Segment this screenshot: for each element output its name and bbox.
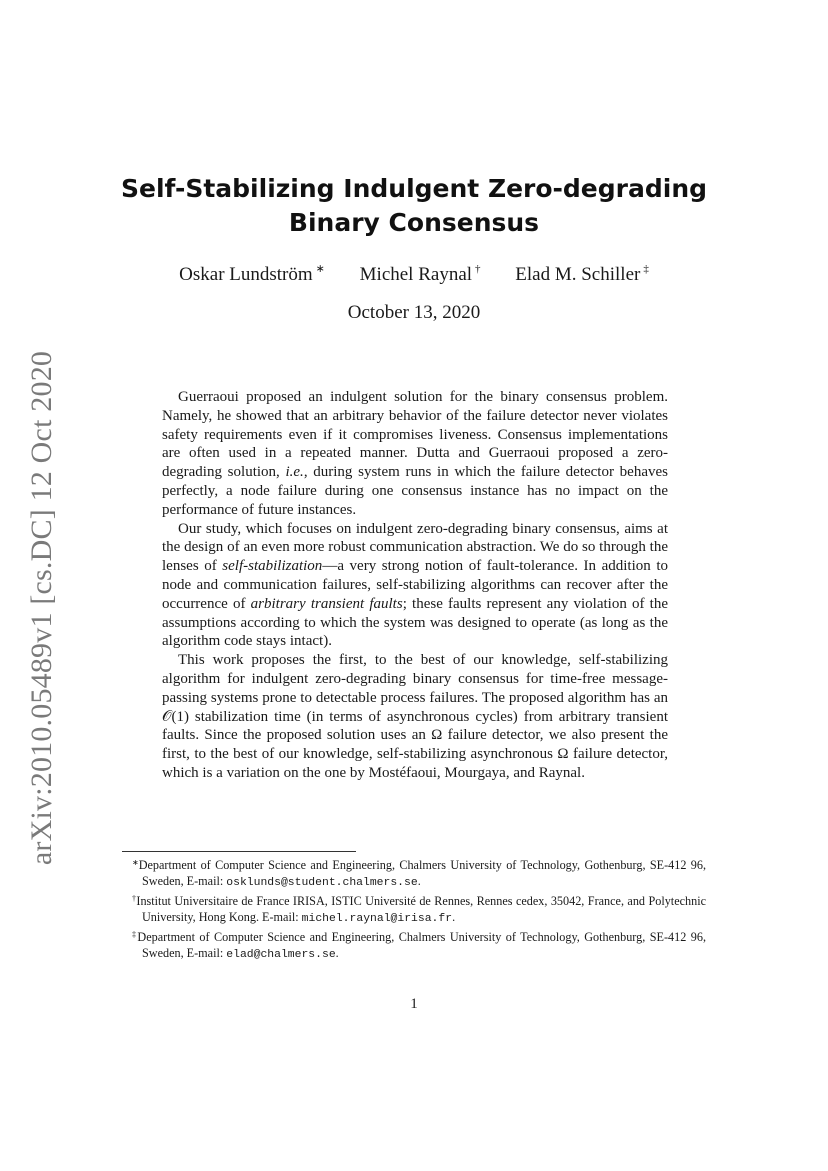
abstract-paragraph-2 [162,520,668,652]
abstract-text: , during system runs in which the failure detector behaves perfectly, a node failure during one consensus instance has no impact on the performance of future instances. [162,464,668,518]
author-name: Oskar Lundström [179,264,313,285]
footnote-separator [122,851,356,852]
author-name: Michel Raynal [359,264,473,285]
footnote-mark: ‡ [132,930,138,940]
paper-title [100,172,728,240]
author-list [100,262,728,286]
footnote-tail: . [452,909,456,924]
abstract-text: —a very strong notion of fault-tolerance. In addition to node and communication failures, self-stabilizing algorithms can recover after the occurrence of [162,558,668,612]
publication-date: October 13, 2020 [347,302,481,323]
footnote-mark: † [132,894,137,904]
footnote-1 [122,855,706,891]
abstract-text: ; these faults represent any violation of the assumptions according to which the system was designed to operate (as long as the algorithm code stays intact). [162,595,669,650]
author-lundstrom [179,262,325,286]
abstract [162,388,668,783]
author-footnote-mark: † [475,263,481,275]
footnote-tail: . [335,945,339,960]
footnote-email: michel.raynal@irisa.fr [301,912,453,925]
footnote-3 [122,927,706,963]
footnote-text: Institut Universitaire de France IRISA, ISTIC Université de Rennes, Rennes cedex, 35042, France, and Polytechnic University, Hong Kong. E-mail: [136,894,706,924]
author-footnote-mark: ‡ [643,263,649,275]
footnote-tail: . [417,873,421,888]
abstract-paragraph-1 [162,388,668,520]
abstract-text: Our study, which focuses on indulgent zero-degrading binary consensus, aims at the design of an even more robust communication abstraction. We do so through the lenses of [162,520,668,575]
author-footnote-mark: ∗ [315,263,325,275]
abstract-text: Guerraoui proposed an indulgent solution for the binary consensus problem. Namely, he showed that an arbitrary behavior of the failure detector never violates safety requirements even if it compromises liveness. Consensus implementations are often used in a repeated manner. Dutta and Guerraoui proposed a zero-degrading solution, [162,389,668,481]
arxiv-identifier [22,350,62,865]
abstract-paragraph-3: This work proposes the first, to the best of our knowledge, self-stabilizing algorithm for indulgent zero-degrading binary consensus for time-free message-passing systems prone to detectable process failures. The proposed algorithm has an 𝒪(1) stabilization time (in terms of asynchronous cycles) from arbitrary transient faults. Since the proposed solution uses an Ω failure detector, we also present the first, to the best of our knowledge, self-stabilizing asynchronous Ω failure detector, which is a variation on the one by Mostéfaoui, Mourgaya, and Raynal. [162,652,668,781]
title-line-2: Binary Consensus [288,208,540,237]
footnote-text: Department of Computer Science and Engineering, Chalmers University of Technology, Gothenburg, SE-412 96, Sweden, E-mail: [137,930,707,960]
abstract-emphasis: arbitrary transient faults [250,595,403,612]
author-schiller [515,263,649,286]
title-line-1: Self-Stabilizing Indulgent Zero-degrading [120,174,708,203]
footnote-email: elad@chalmers.se [226,948,336,961]
page-number: 1 [410,996,418,1012]
abstract-emphasis: i.e. [285,464,304,481]
author-raynal [360,263,481,286]
abstract-emphasis: self-stabilization [222,558,323,575]
footnotes [122,855,706,964]
footnote-2 [122,891,706,927]
arxiv-identifier-text: arXiv:2010.05489v1 [cs.DC] 12 Oct 2020 [25,350,59,865]
footnote-email: osklunds@student.chalmers.se [226,876,418,889]
footnote-mark: ∗ [132,858,139,867]
footnote-text: Department of Computer Science and Engineering, Chalmers University of Technology, Gothenburg, SE-412 96, Sweden, E-mail: [138,858,706,888]
author-name: Elad M. Schiller [515,264,641,285]
